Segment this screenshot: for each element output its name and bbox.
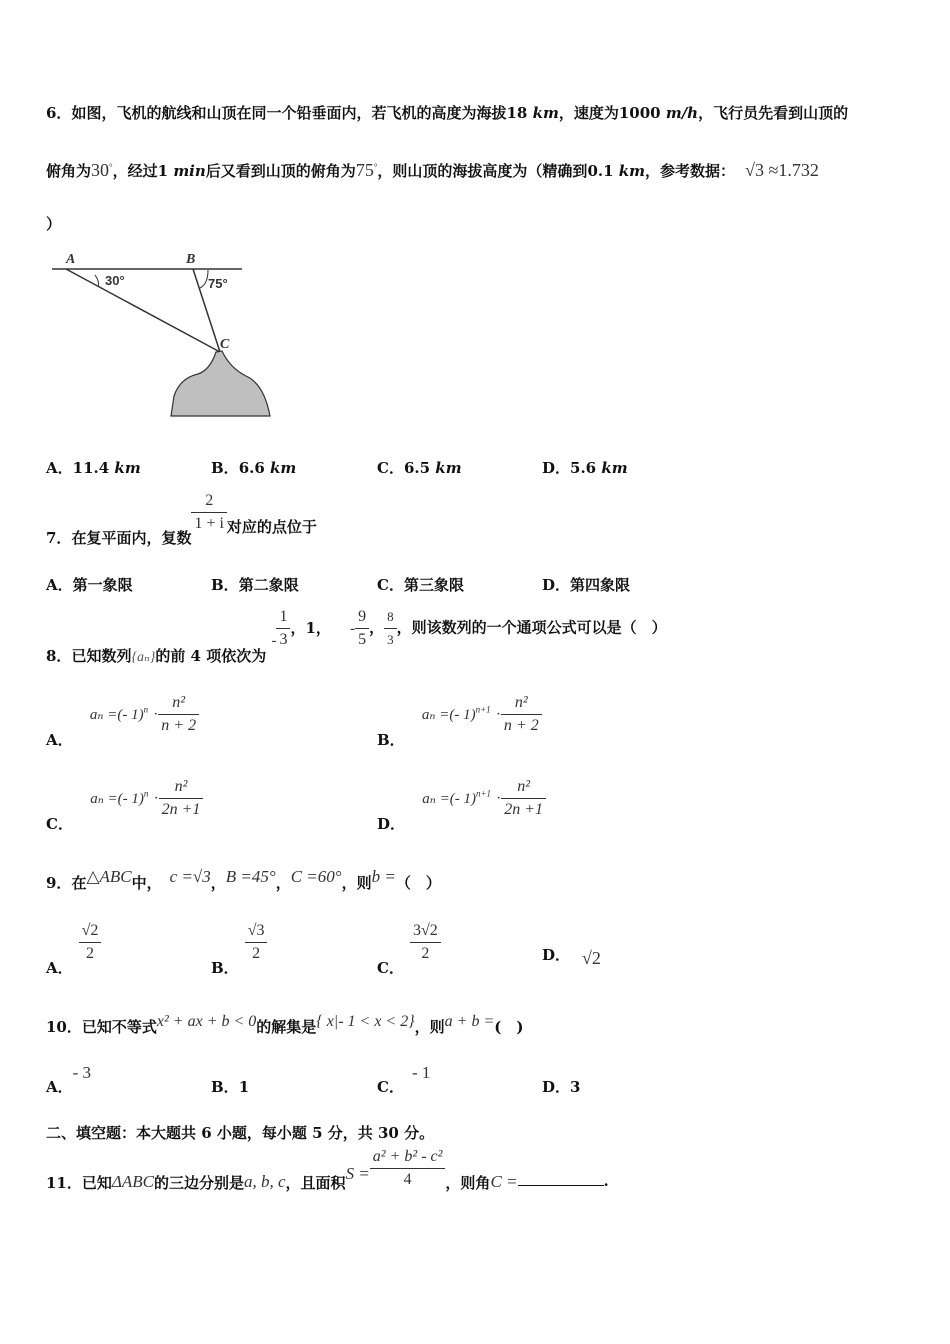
q9-text-c: ，则	[341, 874, 372, 892]
q7-fraction: $\frac{2}{1 + i}$	[191, 490, 226, 535]
q9-text-d: （ ）	[395, 874, 441, 892]
q10-text-a: 已知不等式	[81, 1018, 157, 1036]
q6-line1	[46, 102, 848, 123]
q6-text-d: ，则山顶的海拔高度为（精确到	[377, 162, 588, 180]
q6-option-a[interactable]: A．11.4 km	[46, 459, 141, 477]
q6-precision: 0.1	[587, 162, 614, 180]
q6-line2: 俯角为30°，经过1 min后又看到山顶的俯角为75°，则山顶的海拔高度为（精确到0.1 km，参考数据： √3 ≈1.732	[46, 160, 819, 180]
q11-text-d: ，则角	[445, 1174, 491, 1192]
q7-text-a: 在复平面内，复数	[71, 528, 192, 547]
label-c: C	[220, 337, 230, 352]
q6-option-d[interactable]: D．5.6 km	[542, 459, 628, 477]
q6-figure	[50, 246, 280, 422]
q10-text-b: 的解集是	[256, 1018, 317, 1036]
q10-option-d[interactable]: D．3	[542, 1078, 581, 1096]
q9-c-value: c =√3	[169, 867, 211, 886]
q11-end: .	[603, 1172, 609, 1190]
q8-text-c: ，则该数列的一个通项公式可以是（ ）	[396, 618, 667, 637]
q10-number: 10．	[46, 1018, 82, 1036]
q8-text-b: 的前 4 项依次为	[155, 646, 267, 665]
q9-option-c[interactable]: C． $\frac{3√2}{2}$	[377, 920, 441, 965]
q10-text-c: ，则	[414, 1018, 445, 1036]
q11-answer-blank[interactable]	[518, 1172, 604, 1186]
q7-option-a[interactable]: A．第一象限	[46, 576, 133, 594]
q6-height: 18	[506, 104, 528, 122]
q8-sequence: {aₙ}	[131, 649, 156, 665]
q7-option-b[interactable]: B．第二象限	[211, 576, 299, 594]
q6-speed: 1000	[618, 104, 661, 122]
q9-triangle: △ABC	[86, 867, 132, 886]
q7-text-b: 对应的点位于	[226, 518, 317, 536]
q8-option-b[interactable]: B． aₙ =(- 1)$^{n+1}$ · $\frac{\text{n²}}{n + 2}$	[377, 692, 542, 737]
q9-b-angle: B =45°	[225, 867, 276, 886]
q6-time: 1	[157, 162, 169, 180]
q10-inequality: x² + ax + b < 0	[156, 1013, 257, 1030]
q6-unit-min: min	[173, 162, 206, 180]
mountain-shape	[171, 351, 270, 416]
q6-option-c[interactable]: C．6.5 km	[377, 459, 462, 477]
q11-sides: a, b, c	[244, 1172, 286, 1191]
q6-number: 6．	[46, 104, 72, 122]
q9-line: 9．在△ABC中， c =√3，B =45°，C =60°，则b =（ ）	[46, 867, 441, 892]
q6-text: 如图，飞机的航线和山顶在同一个铅垂面内，若飞机的高度为海拔	[71, 104, 507, 122]
label-b: B	[186, 252, 196, 267]
q11-s-lhs: S =	[345, 1164, 370, 1183]
q10-solution-set: { x|- 1 < x < 2}	[316, 1013, 415, 1030]
q10-option-c[interactable]: C．- 1	[377, 1063, 431, 1096]
q7-option-c[interactable]: C．第三象限	[377, 576, 464, 594]
q6-text-b: ，经过	[112, 162, 158, 180]
q10-sum: a + b =	[444, 1013, 495, 1030]
q6-option-b[interactable]: B．6.6 km	[211, 459, 297, 477]
q6-unit-km: km	[532, 104, 559, 122]
q6-line1-end: ，飞行员先看到山顶的	[698, 104, 849, 122]
q8-option-d[interactable]: D． aₙ =(- 1)$^{n+1}$ · $\frac{\text{n²}}{2n +1}$	[377, 776, 546, 821]
q8-term3-sign: -	[350, 620, 356, 637]
q8-option-a[interactable]: A． aₙ =(- 1)$^n$ · $\frac{\text{n²}}{n + 2}$	[46, 692, 199, 737]
q8-term1: $\frac{1}{3}$	[276, 606, 290, 651]
q6-angle1: 30	[91, 160, 110, 180]
q10-text-d: ( )	[494, 1018, 524, 1036]
q11-fraction: $\frac{\text{a² + b² - c²}}{4}$	[370, 1146, 446, 1191]
q8-option-c[interactable]: C． aₙ =(- 1)$^n$ · $\frac{\text{n²}}{2n +1}$	[46, 776, 203, 821]
q8-term3: $\frac{9}{5}$	[355, 606, 369, 651]
q11-line	[46, 1146, 609, 1191]
q9-text-a: 在	[71, 874, 87, 892]
q9-b-eq: b =	[371, 867, 396, 886]
q10-line	[46, 1010, 524, 1036]
q6-ref-data: √3 ≈1.732	[745, 160, 819, 180]
q11-number: 11．	[46, 1174, 82, 1192]
q6-angle2: 75	[355, 160, 374, 180]
q6-line3: ）	[46, 215, 62, 233]
q6-unit-mh: m/h	[665, 104, 699, 122]
q9-c-angle: C =60°	[290, 867, 342, 886]
angle-label-b: 75°	[208, 276, 228, 291]
q8-number: 8．	[46, 646, 72, 665]
label-a: A	[66, 252, 76, 267]
q7-number: 7．	[46, 528, 72, 547]
q11-triangle: ΔABC	[111, 1172, 154, 1191]
q9-text-b: 中，	[131, 874, 162, 892]
q7-line	[46, 490, 317, 547]
q11-text-b: 的三边分别是	[153, 1174, 244, 1192]
q6-text-e: ，参考数据：	[645, 162, 736, 180]
q10-option-b[interactable]: B．1	[211, 1078, 250, 1096]
q7-option-d[interactable]: D．第四象限	[542, 576, 631, 594]
angle-arc-b	[200, 270, 208, 288]
q9-option-a[interactable]: A． $\frac{√2}{2}$	[46, 920, 101, 965]
q8-term1-sign: -	[271, 632, 277, 649]
section2-heading: 二、填空题：本大题共 6 小题，每小题 5 分，共 30 分。	[46, 1124, 435, 1142]
q8-term2: ，1，	[290, 618, 331, 637]
angle-label-a: 30°	[105, 273, 125, 288]
q6-text-c: 后又看到山顶的俯角为	[205, 162, 356, 180]
q9-option-d[interactable]: D． √2	[542, 946, 601, 968]
q9-option-b[interactable]: B． $\frac{√3}{2}$	[211, 920, 267, 965]
q8-term4: $\frac{8}{3}$	[384, 606, 397, 651]
q8-line: 8．已知数列{aₙ}的前 4 项依次为 - $\frac{1}{3}$ ，1， - $\frac{9}{5}$ ， $\frac{8}{3}$ ，则该数列的一个通项公式可以是（ ）	[46, 608, 667, 665]
q11-text-a: 已知	[81, 1174, 112, 1192]
q8-text-a: 已知数列	[71, 646, 132, 665]
q9-number: 9．	[46, 874, 72, 892]
q6-speed-label: ，速度为	[558, 104, 619, 122]
q11-c-eq: C =	[490, 1172, 518, 1191]
q11-text-c: ，且面积	[285, 1174, 346, 1192]
q10-option-a[interactable]: A．- 3	[46, 1063, 92, 1096]
q6-text-a: 俯角为	[46, 162, 92, 180]
